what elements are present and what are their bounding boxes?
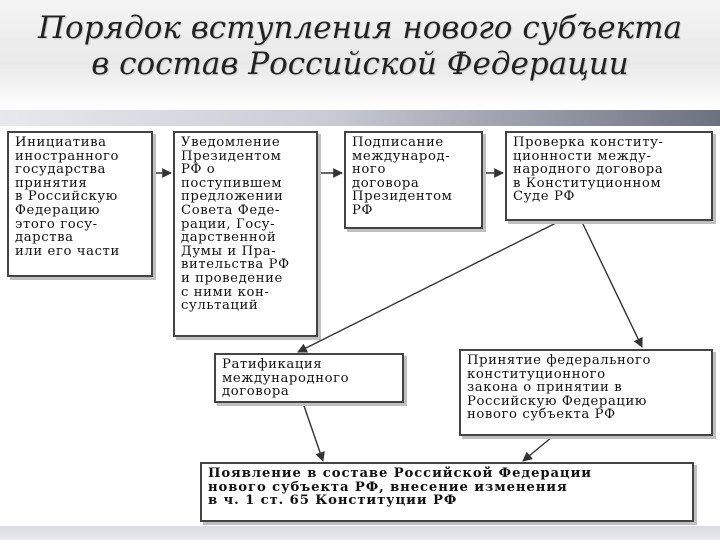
box-notification: Уведомление Президентом РФ о поступившем предложении Совета Феде- рации, Госу- дарственной Думы и Пра- вительства РФ и проведение с ними кон- сультаций	[173, 131, 318, 337]
box-verification: Проверка конститу- ционности между- народного договора в Конституционном Суде РФ	[505, 131, 713, 221]
title-line-1: Порядок вступления нового субъекта	[38, 10, 682, 46]
title-line-2: в состав Российской Федерации	[91, 46, 629, 82]
arrow-federal-law-to-result	[523, 437, 552, 461]
arrow-ratification-to-result	[303, 403, 323, 461]
arrow-verification-to-ratification	[298, 222, 558, 352]
box-federal-law: Принятие федерального конституционного закона о принятии в Российскую Федерацию нового субъекта РФ	[459, 349, 713, 436]
box-initiative: Инициатива иностранного государства принятия в Российскую Федерацию этого госу- дарства или его части	[7, 131, 153, 277]
arrow-verification-to-federal-law	[582, 222, 642, 347]
box-result: Появление в составе Российской Федерации нового субъекта РФ, внесение изменения в ч. 1 ст. 65 Конституции РФ	[200, 462, 694, 522]
bottom-strip	[0, 526, 720, 540]
box-signing: Подписание международ- ного договора Президентом РФ	[344, 131, 483, 229]
box-ratification: Ратификация международного договора	[214, 353, 404, 403]
